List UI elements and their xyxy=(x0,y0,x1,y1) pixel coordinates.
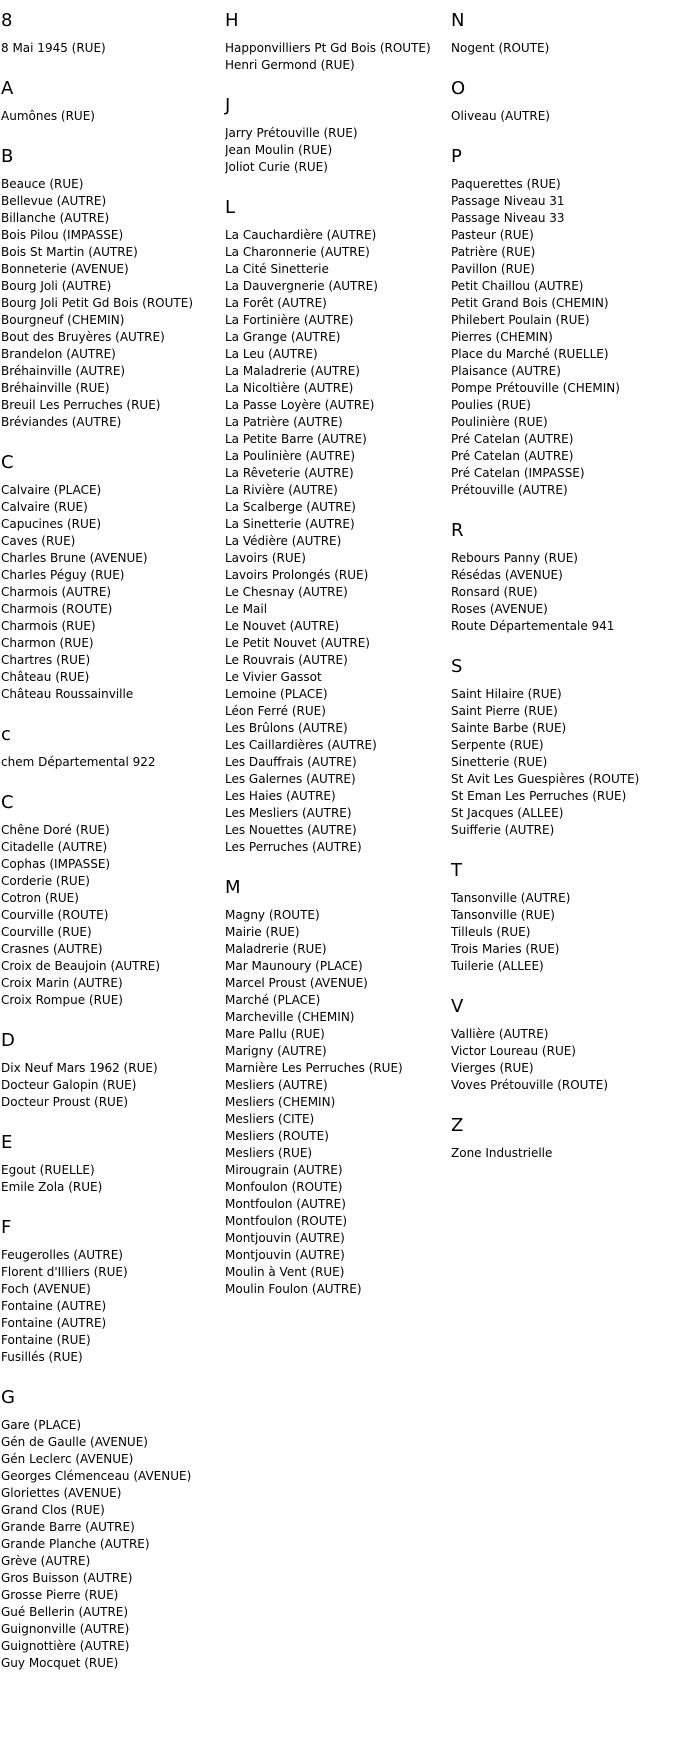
street-list-item: Mesliers (CHEMIN) xyxy=(225,1095,336,1109)
street-list-item: Ronsard (RUE) xyxy=(451,585,538,599)
letter-section xyxy=(225,95,447,176)
street-list-item: Les Galernes (AUTRE) xyxy=(225,772,356,786)
street-list-item: Poulies (RUE) xyxy=(451,398,531,412)
street-list-item: Vierges (RUE) xyxy=(451,1061,534,1075)
street-list-item: La Nicoltière (AUTRE) xyxy=(225,381,354,395)
letter-section xyxy=(1,10,223,57)
street-list xyxy=(225,227,447,856)
street-list-item: Egout (RUELLE) xyxy=(1,1163,95,1177)
street-list-item: Magny (ROUTE) xyxy=(225,908,320,922)
street-list-item: Montfoulon (ROUTE) xyxy=(225,1214,348,1228)
letter-section xyxy=(451,146,673,499)
street-list-item: 8 Mai 1945 (RUE) xyxy=(1,41,106,55)
street-list xyxy=(1,1417,223,1672)
street-list-item: La Cité Sinetterie xyxy=(225,262,329,276)
letter-section xyxy=(225,877,447,1298)
street-list-item: Gros Buisson (AUTRE) xyxy=(1,1571,133,1585)
street-list-item: Bréviandes (AUTRE) xyxy=(1,415,122,429)
street-list-item: Fontaine (RUE) xyxy=(1,1333,91,1347)
street-list-item: Philebert Poulain (RUE) xyxy=(451,313,590,327)
street-list-item: Passage Niveau 31 xyxy=(451,194,565,208)
street-list-item: St Jacques (ALLEE) xyxy=(451,806,564,820)
street-list-item: Oliveau (AUTRE) xyxy=(451,109,550,123)
street-list-item: Chêne Doré (RUE) xyxy=(1,823,110,837)
street-list-item: La Védière (AUTRE) xyxy=(225,534,342,548)
section-letter-heading: Z xyxy=(451,1115,464,1136)
letter-section xyxy=(1,1387,223,1672)
street-list-item: Les Caillardières (AUTRE) xyxy=(225,738,377,752)
street-list-item: Pierres (CHEMIN) xyxy=(451,330,553,344)
street-list xyxy=(451,686,673,839)
street-list-item: Croix Rompue (RUE) xyxy=(1,993,123,1007)
street-list-item: Bout des Bruyères (AUTRE) xyxy=(1,330,165,344)
street-list-item: Brandelon (AUTRE) xyxy=(1,347,116,361)
street-list-item: Mar Maunoury (PLACE) xyxy=(225,959,363,973)
street-list-item: Les Mesliers (AUTRE) xyxy=(225,806,352,820)
street-list-item: Serpente (RUE) xyxy=(451,738,544,752)
street-list-item: Le Vivier Gassot xyxy=(225,670,322,684)
street-list-item: Grosse Pierre (RUE) xyxy=(1,1588,119,1602)
street-list xyxy=(1,482,223,703)
letter-section xyxy=(451,78,673,125)
street-list-item: Fusillés (RUE) xyxy=(1,1350,83,1364)
street-list-item: La Fortinière (AUTRE) xyxy=(225,313,354,327)
street-list xyxy=(1,1162,223,1196)
street-list-item: Pasteur (RUE) xyxy=(451,228,534,242)
letter-section xyxy=(451,656,673,839)
street-list-item: La Leu (AUTRE) xyxy=(225,347,318,361)
section-letter-heading: O xyxy=(451,78,466,99)
street-list-item: St Eman Les Perruches (RUE) xyxy=(451,789,627,803)
street-list-item: Calvaire (RUE) xyxy=(1,500,88,514)
street-list-item: Guignottière (AUTRE) xyxy=(1,1639,130,1653)
street-list-item: Pré Catelan (AUTRE) xyxy=(451,449,574,463)
street-list-item: La Sinetterie (AUTRE) xyxy=(225,517,355,531)
street-list-item: La Passe Loyère (AUTRE) xyxy=(225,398,375,412)
street-list-item: Charmon (RUE) xyxy=(1,636,94,650)
street-list-item: Vallière (AUTRE) xyxy=(451,1027,549,1041)
street-list xyxy=(1,108,223,125)
street-list-item: Fontaine (AUTRE) xyxy=(1,1299,107,1313)
section-letter-heading: C xyxy=(1,452,14,473)
letter-section xyxy=(1,1030,223,1111)
street-list-item: Happonvilliers Pt Gd Bois (ROUTE) xyxy=(225,41,431,55)
section-letter-heading: F xyxy=(1,1217,12,1238)
street-list-item: Joliot Curie (RUE) xyxy=(225,160,328,174)
street-list xyxy=(225,40,447,74)
street-list-item: Citadelle (AUTRE) xyxy=(1,840,108,854)
street-list-item: Bréhainville (RUE) xyxy=(1,381,110,395)
street-list-item: Jean Moulin (RUE) xyxy=(225,143,333,157)
letter-section xyxy=(451,1115,673,1162)
street-list-item: Bellevue (AUTRE) xyxy=(1,194,107,208)
street-list-item: Zone Industrielle xyxy=(451,1146,553,1160)
street-list-item: Mesliers (CITE) xyxy=(225,1112,315,1126)
street-list xyxy=(451,40,673,57)
street-list xyxy=(1,1060,223,1111)
street-list-item: Cotron (RUE) xyxy=(1,891,79,905)
section-letter-heading: D xyxy=(1,1030,15,1051)
street-list-item: Crasnes (AUTRE) xyxy=(1,942,103,956)
section-letter-heading: N xyxy=(451,10,465,31)
street-list xyxy=(225,907,447,1298)
street-index-column-1 xyxy=(1,0,223,1693)
street-list-item: Guignonville (AUTRE) xyxy=(1,1622,130,1636)
street-list-item: Résédas (AVENUE) xyxy=(451,568,563,582)
street-list-item: Route Départementale 941 xyxy=(451,619,615,633)
section-letter-heading: B xyxy=(1,146,14,167)
street-list-item: Voves Prétouville (ROUTE) xyxy=(451,1078,609,1092)
street-list-item: Marcheville (CHEMIN) xyxy=(225,1010,355,1024)
street-list-item: Château Roussainville xyxy=(1,687,134,701)
street-list-item: Bréhainville (AUTRE) xyxy=(1,364,126,378)
section-letter-heading: 8 xyxy=(1,10,13,31)
street-list-item: Gén Leclerc (AVENUE) xyxy=(1,1452,134,1466)
street-list-item: La Dauvergnerie (AUTRE) xyxy=(225,279,378,293)
street-list-item: Les Brûlons (AUTRE) xyxy=(225,721,348,735)
letter-section xyxy=(1,146,223,431)
street-list-item: Le Chesnay (AUTRE) xyxy=(225,585,348,599)
letter-section xyxy=(451,996,673,1094)
section-letter-heading: M xyxy=(225,877,241,898)
street-list-item: Marigny (AUTRE) xyxy=(225,1044,327,1058)
street-list-item: Grand Clos (RUE) xyxy=(1,1503,105,1517)
street-list-item: Lemoine (PLACE) xyxy=(225,687,328,701)
street-list-item: Le Petit Nouvet (AUTRE) xyxy=(225,636,370,650)
letter-section xyxy=(1,1132,223,1196)
street-list-item: Courville (RUE) xyxy=(1,925,92,939)
street-list-item: La Charonnerie (AUTRE) xyxy=(225,245,370,259)
street-list-item: Bourgneuf (CHEMIN) xyxy=(1,313,125,327)
street-list-item: Emile Zola (RUE) xyxy=(1,1180,103,1194)
street-list-item: Moulin Foulon (AUTRE) xyxy=(225,1282,362,1296)
street-list-item: Le Rouvrais (AUTRE) xyxy=(225,653,348,667)
street-list-item: Charles Brune (AVENUE) xyxy=(1,551,148,565)
street-list-item: Petit Chaillou (AUTRE) xyxy=(451,279,584,293)
street-index-column-2 xyxy=(225,0,447,1319)
letter-section xyxy=(1,724,223,771)
section-letter-heading: S xyxy=(451,656,463,677)
street-list-item: Jarry Prétouville (RUE) xyxy=(225,126,358,140)
street-list xyxy=(451,176,673,499)
street-list-item: Mesliers (RUE) xyxy=(225,1146,313,1160)
street-list-item: Charles Péguy (RUE) xyxy=(1,568,125,582)
street-list-item: Corderie (RUE) xyxy=(1,874,90,888)
street-list-item: La Petite Barre (AUTRE) xyxy=(225,432,367,446)
street-list-item: Beauce (RUE) xyxy=(1,177,84,191)
street-list-item: Bonneterie (AVENUE) xyxy=(1,262,129,276)
street-list-item: Petit Grand Bois (CHEMIN) xyxy=(451,296,609,310)
street-list-item: Gloriettes (AVENUE) xyxy=(1,1486,122,1500)
street-list-item: Pré Catelan (IMPASSE) xyxy=(451,466,585,480)
street-list-item: Monfoulon (ROUTE) xyxy=(225,1180,343,1194)
section-letter-heading: R xyxy=(451,520,464,541)
street-list-item: Marnière Les Perruches (RUE) xyxy=(225,1061,403,1075)
street-list-item: Montjouvin (AUTRE) xyxy=(225,1231,345,1245)
street-list-item: Charmois (AUTRE) xyxy=(1,585,112,599)
letter-section xyxy=(1,792,223,1009)
street-list-item: Gué Bellerin (AUTRE) xyxy=(1,1605,129,1619)
street-list-item: Patrière (RUE) xyxy=(451,245,536,259)
letter-section xyxy=(1,1217,223,1366)
letter-section xyxy=(451,520,673,635)
section-letter-heading: T xyxy=(451,860,462,881)
street-list-item: Bois St Martin (AUTRE) xyxy=(1,245,138,259)
street-list xyxy=(451,890,673,975)
street-list-item: La Grange (AUTRE) xyxy=(225,330,341,344)
street-list-item: Lavoirs Prolongés (RUE) xyxy=(225,568,369,582)
street-list xyxy=(1,822,223,1009)
street-list-item: Poulinière (RUE) xyxy=(451,415,548,429)
street-list-item: Mare Pallu (RUE) xyxy=(225,1027,325,1041)
street-list-item: Tansonville (AUTRE) xyxy=(451,891,571,905)
street-list-item: Mesliers (AUTRE) xyxy=(225,1078,328,1092)
street-list xyxy=(1,1247,223,1366)
street-list-item: La Patrière (AUTRE) xyxy=(225,415,343,429)
section-letter-heading: G xyxy=(1,1387,15,1408)
street-list-item: Gare (PLACE) xyxy=(1,1418,82,1432)
section-letter-heading: A xyxy=(1,78,14,99)
street-list-item: Docteur Galopin (RUE) xyxy=(1,1078,137,1092)
street-list-item: Sinetterie (RUE) xyxy=(451,755,548,769)
street-list-item: Les Dauffrais (AUTRE) xyxy=(225,755,357,769)
street-list-item: Pavillon (RUE) xyxy=(451,262,535,276)
street-list-item: Plaisance (AUTRE) xyxy=(451,364,561,378)
letter-section xyxy=(225,10,447,74)
street-list-item: chem Départemental 922 xyxy=(1,755,156,769)
section-letter-heading: c xyxy=(1,724,11,745)
street-list-item: Montjouvin (AUTRE) xyxy=(225,1248,345,1262)
street-list-item: La Rivière (AUTRE) xyxy=(225,483,338,497)
street-list xyxy=(451,1026,673,1094)
street-list-item: Courville (ROUTE) xyxy=(1,908,109,922)
street-list-item: Croix Marin (AUTRE) xyxy=(1,976,123,990)
letter-section xyxy=(1,78,223,125)
letter-section xyxy=(225,197,447,856)
street-list xyxy=(1,40,223,57)
street-list-item: Nogent (ROUTE) xyxy=(451,41,550,55)
street-list-item: Gén de Gaulle (AVENUE) xyxy=(1,1435,148,1449)
street-list-item: Charmois (RUE) xyxy=(1,619,96,633)
street-list xyxy=(1,754,223,771)
street-list-item: La Scalberge (AUTRE) xyxy=(225,500,356,514)
street-list xyxy=(451,1145,673,1162)
street-list-item: Bois Pilou (IMPASSE) xyxy=(1,228,124,242)
street-list-item: Breuil Les Perruches (RUE) xyxy=(1,398,161,412)
street-list-item: Suifferie (AUTRE) xyxy=(451,823,555,837)
street-list-item: Foch (AVENUE) xyxy=(1,1282,91,1296)
street-list-item: Fontaine (AUTRE) xyxy=(1,1316,107,1330)
street-list-item: Grande Barre (AUTRE) xyxy=(1,1520,135,1534)
street-list-item: Mirougrain (AUTRE) xyxy=(225,1163,343,1177)
street-list-item: Grande Planche (AUTRE) xyxy=(1,1537,150,1551)
street-list-item: Tilleuls (RUE) xyxy=(451,925,531,939)
street-list-item: La Maladrerie (AUTRE) xyxy=(225,364,360,378)
street-list-item: La Rêveterie (AUTRE) xyxy=(225,466,354,480)
street-list-item: Maladrerie (RUE) xyxy=(225,942,327,956)
street-list-item: Sainte Barbe (RUE) xyxy=(451,721,567,735)
street-list-item: Tansonville (RUE) xyxy=(451,908,555,922)
street-list-item: Roses (AVENUE) xyxy=(451,602,548,616)
section-letter-heading: E xyxy=(1,1132,13,1153)
section-letter-heading: J xyxy=(225,95,231,116)
street-list-item: Marché (PLACE) xyxy=(225,993,321,1007)
street-list-item: La Forêt (AUTRE) xyxy=(225,296,327,310)
street-list-item: Rebours Panny (RUE) xyxy=(451,551,578,565)
street-list-item: Cophas (IMPASSE) xyxy=(1,857,111,871)
street-list-item: Tuilerie (ALLEE) xyxy=(451,959,544,973)
street-list-item: Pompe Prétouville (CHEMIN) xyxy=(451,381,620,395)
street-list-item: Lavoirs (RUE) xyxy=(225,551,306,565)
street-list-item: La Cauchardière (AUTRE) xyxy=(225,228,377,242)
street-list-item: Pré Catelan (AUTRE) xyxy=(451,432,574,446)
street-list xyxy=(451,108,673,125)
street-list-item: Victor Loureau (RUE) xyxy=(451,1044,576,1058)
street-list xyxy=(451,550,673,635)
section-letter-heading: C xyxy=(1,792,14,813)
street-list-item: La Poulinière (AUTRE) xyxy=(225,449,356,463)
street-list-item: Calvaire (PLACE) xyxy=(1,483,102,497)
street-list-item: Moulin à Vent (RUE) xyxy=(225,1265,345,1279)
street-list-item: Château (RUE) xyxy=(1,670,90,684)
street-list-item: Saint Pierre (RUE) xyxy=(451,704,558,718)
street-list-item: Feugerolles (AUTRE) xyxy=(1,1248,123,1262)
street-list-item: Florent d'Illiers (RUE) xyxy=(1,1265,128,1279)
street-list-item: Aumônes (RUE) xyxy=(1,109,95,123)
street-list-item: Mesliers (ROUTE) xyxy=(225,1129,329,1143)
street-list-item: Georges Clémenceau (AVENUE) xyxy=(1,1469,192,1483)
street-list-item: Charmois (ROUTE) xyxy=(1,602,113,616)
letter-section xyxy=(451,860,673,975)
street-list-item: Le Mail xyxy=(225,602,268,616)
street-list-item: Chartres (RUE) xyxy=(1,653,91,667)
section-letter-heading: H xyxy=(225,10,239,31)
street-list-item: Les Perruches (AUTRE) xyxy=(225,840,362,854)
letter-section xyxy=(1,452,223,703)
street-list-item: Bourg Joli (AUTRE) xyxy=(1,279,112,293)
street-list-item: Guy Mocquet (RUE) xyxy=(1,1656,119,1670)
street-list-item: Place du Marché (RUELLE) xyxy=(451,347,609,361)
letter-section xyxy=(451,10,673,57)
street-list xyxy=(225,125,447,176)
street-list-item: Henri Germond (RUE) xyxy=(225,58,355,72)
street-list-item: Les Nouettes (AUTRE) xyxy=(225,823,357,837)
street-list-item: St Avit Les Guespières (ROUTE) xyxy=(451,772,640,786)
street-list-item: Passage Niveau 33 xyxy=(451,211,565,225)
street-list-item: Bourg Joli Petit Gd Bois (ROUTE) xyxy=(1,296,193,310)
street-list-item: Dix Neuf Mars 1962 (RUE) xyxy=(1,1061,158,1075)
street-list-item: Trois Maries (RUE) xyxy=(451,942,560,956)
street-list-item: Léon Ferré (RUE) xyxy=(225,704,326,718)
street-list-item: Montfoulon (AUTRE) xyxy=(225,1197,346,1211)
street-list-item: Grève (AUTRE) xyxy=(1,1554,91,1568)
street-list-item: Billanche (AUTRE) xyxy=(1,211,110,225)
street-list-item: Caves (RUE) xyxy=(1,534,76,548)
street-index-column-3 xyxy=(451,0,673,1183)
street-list-item: Les Haies (AUTRE) xyxy=(225,789,336,803)
street-list-item: Paquerettes (RUE) xyxy=(451,177,561,191)
section-letter-heading: L xyxy=(225,197,236,218)
street-list-item: Prétouville (AUTRE) xyxy=(451,483,568,497)
street-list-item: Croix de Beaujoin (AUTRE) xyxy=(1,959,161,973)
street-list-item: Saint Hilaire (RUE) xyxy=(451,687,562,701)
section-letter-heading: P xyxy=(451,146,462,167)
street-list-item: Mairie (RUE) xyxy=(225,925,300,939)
section-letter-heading: V xyxy=(451,996,464,1017)
street-list xyxy=(1,176,223,431)
street-list-item: Docteur Proust (RUE) xyxy=(1,1095,129,1109)
street-list-item: Capucines (RUE) xyxy=(1,517,102,531)
street-list-item: Le Nouvet (AUTRE) xyxy=(225,619,340,633)
street-list-item: Marcel Proust (AVENUE) xyxy=(225,976,368,990)
